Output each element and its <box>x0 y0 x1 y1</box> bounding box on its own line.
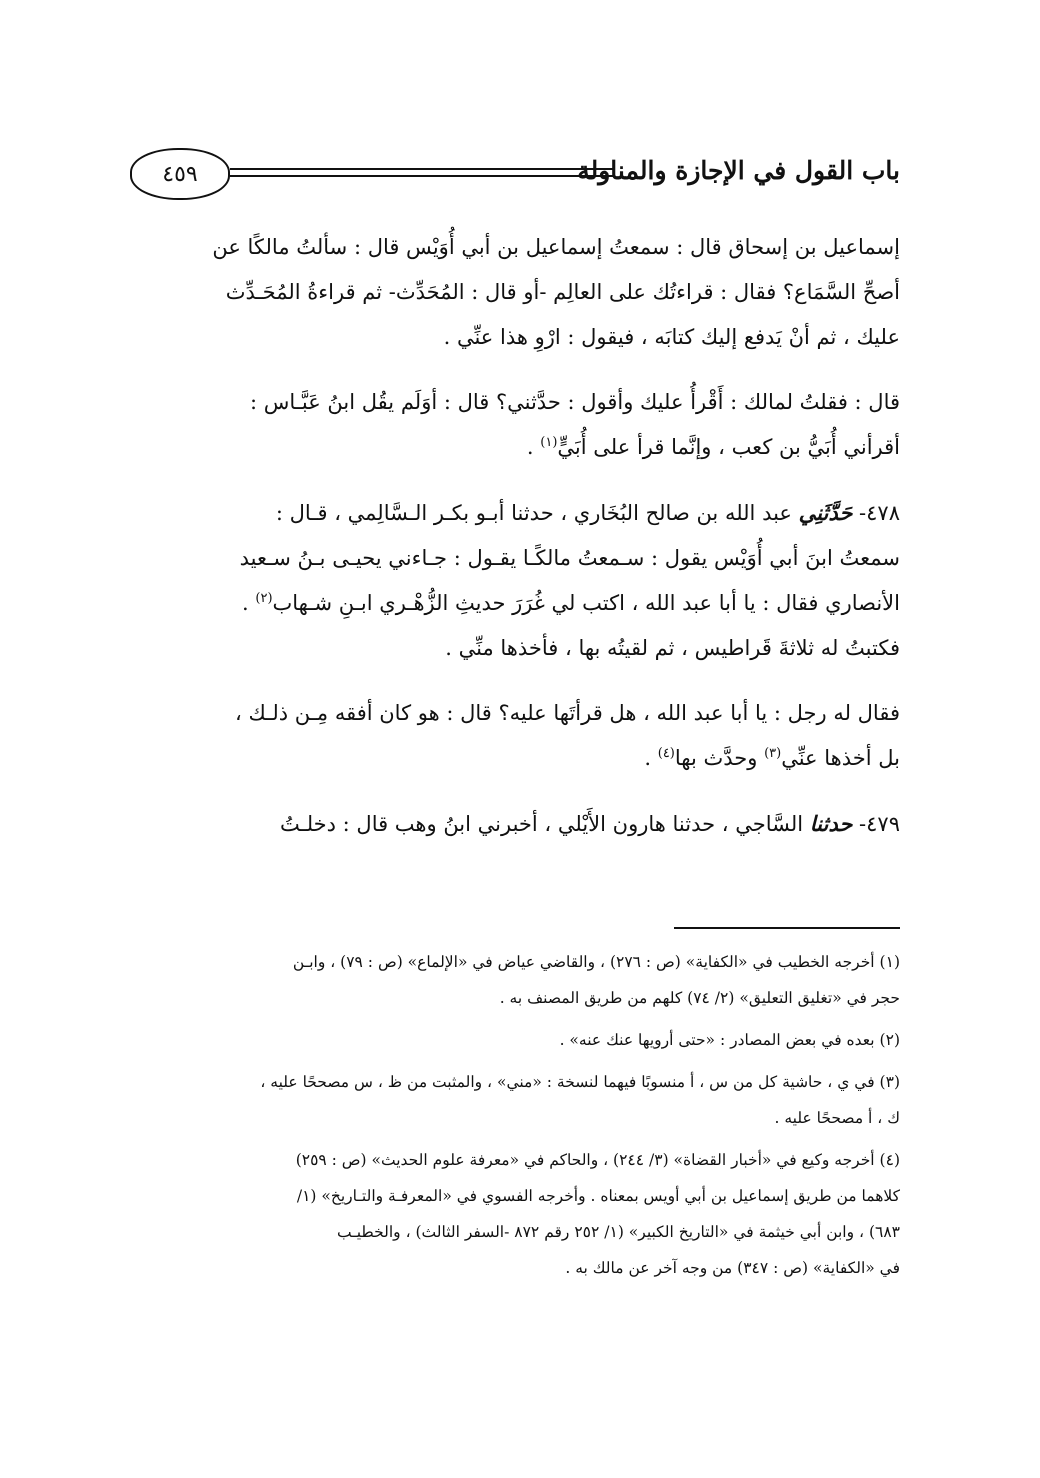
page-number-badge <box>130 148 230 200</box>
text-line: أصحِّ السَّمَاع؟ فقال : قراءتُك على العالِم -أو قال : المُحَدِّث- ثم قراءةُ المُحَـدِّث <box>225 280 900 304</box>
footnote-line: حجر في «تغليق التعليق» (٢/ ٧٤) كلهم من طريق المصنف به . <box>499 989 900 1007</box>
text-line: أقرأني أُبَيُّ بن كعب ، وإنَّما قرأ على أُبَيٍّ <box>557 435 900 459</box>
text-line: فقال له رجل : يا أبا عبد الله ، هل قرأتَها عليه؟ قال : هو كان أفقه مِـن ذلـك ، <box>235 701 900 725</box>
running-title: باب القول في الإجازة والمناولة <box>577 156 900 185</box>
header-rule-top <box>230 168 615 170</box>
footnote-ref[interactable]: (١) <box>540 435 558 450</box>
footnote-3 <box>130 1064 900 1136</box>
paragraph-1 <box>130 225 900 360</box>
footnote-ref[interactable]: (٣) <box>764 746 782 761</box>
text-line: الأنصاري فقال : يا أبا عبد الله ، اكتب لي غُرَرَ حديثِ الزُّهْـري ابـنِ شـهاب <box>272 591 900 615</box>
footnote-line: أخرجه وكيع في «أخبار القضاة» (٣/ ٢٤٤) ، والحاكم في «معرفة علوم الحديث» (ص : ٢٥٩) <box>295 1151 875 1169</box>
sentence-end: . <box>242 591 249 615</box>
header-rule-bottom <box>230 175 615 177</box>
footnote-label: (١) <box>879 953 900 971</box>
sentence-end: . <box>526 435 534 459</box>
footnote-label: (٤) <box>879 1151 900 1169</box>
paragraph-2 <box>130 380 900 470</box>
footnote-1 <box>130 944 900 1016</box>
footnotes <box>130 944 900 1292</box>
footnote-ref[interactable]: (٤) <box>657 746 675 761</box>
text-line: بل أخذها عنِّي <box>781 746 900 770</box>
text-line: فكتبتُ له ثلاثةَ قَراطيس ، ثم لقيتُه بها ، فأخذها منِّي . <box>445 636 900 660</box>
text-line: إسماعيل بن إسحاق قال : سمعتُ إسماعيل بن أبي أُوَيْس قال : سألتُ مالكًا عن <box>212 235 900 259</box>
main-text <box>130 225 900 867</box>
footnote-ref[interactable]: (٢) <box>255 591 273 606</box>
text-line: السَّاجي ، حدثنا هارون الأَيْلي ، أخبرني ابنُ وهب قال : دخلـتُ <box>279 812 804 836</box>
text-line: عليك ، ثم أنْ يَدفع إليك كتابَه ، فيقول : ارْوِ هذا عنِّي . <box>443 325 900 349</box>
footnote-line: أخرجه الخطيب في «الكفاية» (ص : ٢٧٦) ، والقاضي عياض في «الإلماع» (ص : ٧٩) ، وابـن <box>292 953 875 971</box>
footnote-line: ٦٨٣) ، وابن أبي خيثمة في «التاريخ الكبير» (١/ ٢٥٢ رقم ٨٧٢ -السفر الثالث) ، والخطيـب <box>336 1223 900 1241</box>
footnote-2 <box>130 1022 900 1058</box>
sentence-end: . <box>644 746 652 770</box>
footnote-4 <box>130 1142 900 1286</box>
footnote-label: (٣) <box>879 1073 900 1091</box>
footnote-line: في ي ، حاشية كل من س ، أ منسوبًا فيهما لنسخة : «مني» ، والمثبت من ظ ، س مصححًا عليه ، <box>260 1073 875 1091</box>
hadith-opening: حَدَّثَنِي <box>798 500 853 525</box>
hadith-479 <box>130 801 900 847</box>
text-line: عبد الله بن صالح البُخَاري ، حدثنا أبـو بكـر الـسَّالِمي ، قـال : <box>275 501 792 525</box>
footnote-separator <box>674 927 900 929</box>
text-line: سمعتُ ابنَ أبي أُوَيْس يقول : سـمعتُ مالكًـا يقـول : جـاءني يحيـى بـنُ سـعيد <box>239 546 900 570</box>
text-fragment: وحدَّث بها <box>674 746 758 770</box>
footnote-line: ك ، أ مصححًا عليه . <box>774 1109 900 1127</box>
footnote-line: في «الكفاية» (ص : ٣٤٧) من وجه آخر عن مالك به . <box>565 1259 900 1277</box>
hadith-478 <box>130 490 900 671</box>
footnote-line: كلاهما من طريق إسماعيل بن أبي أويس بمعناه . وأخرجه الفسوي في «المعرفـة والتـاريخ» (١/ <box>296 1187 900 1205</box>
page-header <box>130 148 900 218</box>
hadith-number: ٤٧٩- <box>859 812 900 836</box>
text-line: قال : فقلتُ لمالك : أَقْرأُ عليك وأقول : حدَّثني؟ قال : أوَلَم يقُل ابنُ عَبَّـاس : <box>249 390 900 414</box>
page-number: ٤٥٩ <box>162 161 198 187</box>
footnote-line: بعده في بعض المصادر : «حتى أرويها عنك عنه» . <box>559 1031 875 1049</box>
paragraph-4 <box>130 691 900 781</box>
hadith-opening: حدثنا <box>809 811 853 836</box>
footnote-label: (٢) <box>879 1031 900 1049</box>
hadith-number: ٤٧٨- <box>859 501 900 525</box>
